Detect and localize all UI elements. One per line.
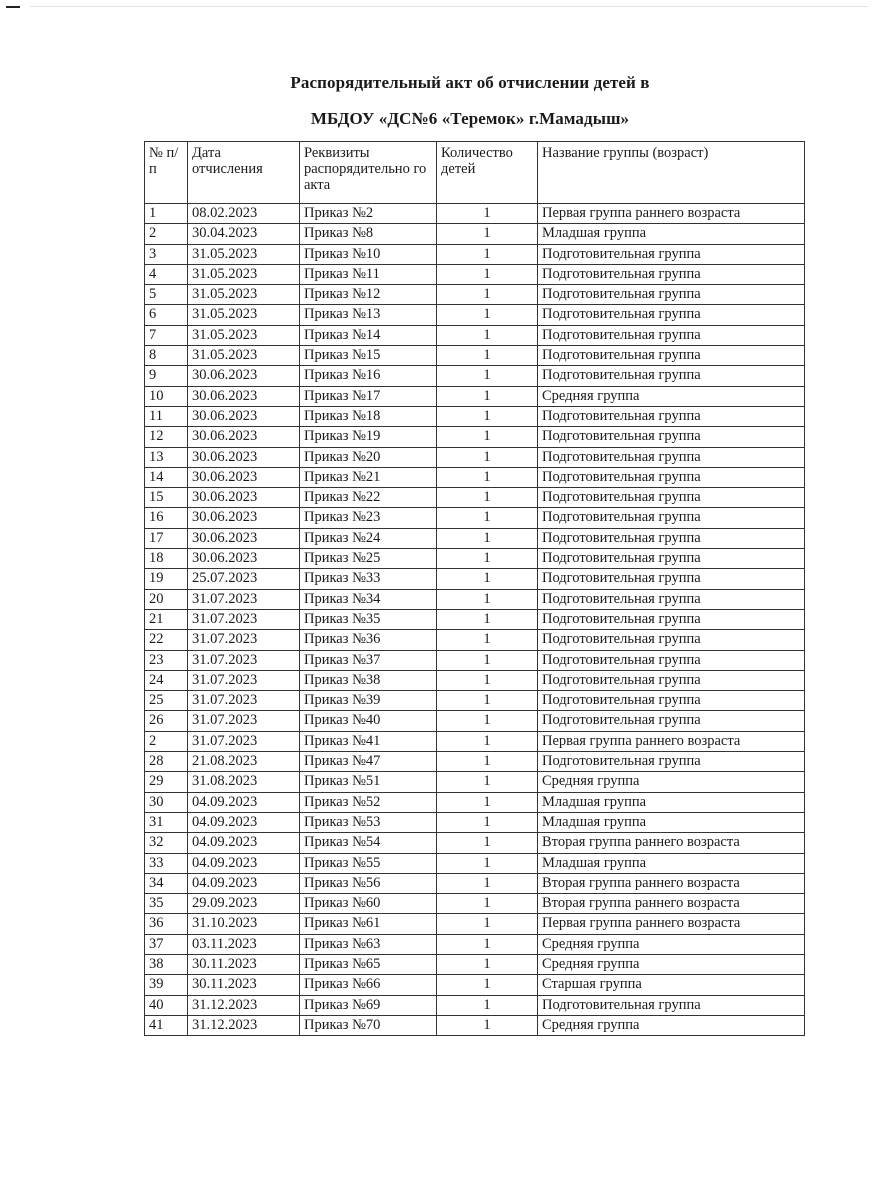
row-number: 4 <box>145 264 188 284</box>
row-date: 30.06.2023 <box>188 406 300 426</box>
row-children-count: 1 <box>437 467 538 487</box>
row-act-details: Приказ №61 <box>300 914 437 934</box>
table-row <box>145 934 805 954</box>
table-row <box>145 264 805 284</box>
row-group-name: Подготовительная группа <box>538 528 805 548</box>
row-date: 31.05.2023 <box>188 346 300 366</box>
row-children-count: 1 <box>437 711 538 731</box>
row-children-count: 1 <box>437 305 538 325</box>
row-date: 25.07.2023 <box>188 569 300 589</box>
row-act-details: Приказ №10 <box>300 244 437 264</box>
row-date: 04.09.2023 <box>188 873 300 893</box>
row-act-details: Приказ №12 <box>300 285 437 305</box>
row-act-details: Приказ №25 <box>300 549 437 569</box>
table-body <box>145 204 805 1036</box>
row-number: 23 <box>145 650 188 670</box>
table-row <box>145 467 805 487</box>
row-group-name: Средняя группа <box>538 772 805 792</box>
row-number: 6 <box>145 305 188 325</box>
table-row <box>145 305 805 325</box>
row-number: 28 <box>145 752 188 772</box>
row-act-details: Приказ №47 <box>300 752 437 772</box>
table-row <box>145 691 805 711</box>
row-number: 7 <box>145 325 188 345</box>
row-group-name: Подготовительная группа <box>538 630 805 650</box>
table-header-row <box>145 142 805 204</box>
row-children-count: 1 <box>437 549 538 569</box>
table-row <box>145 853 805 873</box>
row-date: 31.07.2023 <box>188 691 300 711</box>
table-row <box>145 244 805 264</box>
row-date: 31.10.2023 <box>188 914 300 934</box>
row-children-count: 1 <box>437 386 538 406</box>
row-act-details: Приказ №60 <box>300 894 437 914</box>
table-row <box>145 325 805 345</box>
row-children-count: 1 <box>437 406 538 426</box>
row-act-details: Приказ №18 <box>300 406 437 426</box>
row-date: 30.11.2023 <box>188 954 300 974</box>
row-children-count: 1 <box>437 995 538 1015</box>
row-act-details: Приказ №66 <box>300 975 437 995</box>
row-group-name: Средняя группа <box>538 386 805 406</box>
row-act-details: Приказ №21 <box>300 467 437 487</box>
row-act-details: Приказ №22 <box>300 488 437 508</box>
row-group-name: Подготовительная группа <box>538 467 805 487</box>
table-row <box>145 204 805 224</box>
row-group-name: Подготовительная группа <box>538 406 805 426</box>
row-act-details: Приказ №8 <box>300 224 437 244</box>
table-row <box>145 711 805 731</box>
row-number: 40 <box>145 995 188 1015</box>
table-row <box>145 447 805 467</box>
table-row <box>145 650 805 670</box>
row-number: 11 <box>145 406 188 426</box>
row-group-name: Подготовительная группа <box>538 366 805 386</box>
row-group-name: Подготовительная группа <box>538 691 805 711</box>
row-group-name: Подготовительная группа <box>538 711 805 731</box>
row-children-count: 1 <box>437 691 538 711</box>
table-row <box>145 528 805 548</box>
row-date: 30.06.2023 <box>188 386 300 406</box>
table-row <box>145 589 805 609</box>
row-group-name: Младшая группа <box>538 224 805 244</box>
row-number: 12 <box>145 427 188 447</box>
table-row <box>145 285 805 305</box>
row-number: 26 <box>145 711 188 731</box>
row-group-name: Подготовительная группа <box>538 488 805 508</box>
row-date: 31.07.2023 <box>188 650 300 670</box>
row-number: 10 <box>145 386 188 406</box>
row-date: 30.06.2023 <box>188 549 300 569</box>
row-children-count: 1 <box>437 630 538 650</box>
table-row <box>145 833 805 853</box>
expulsion-acts-table <box>144 141 805 1036</box>
row-act-details: Приказ №37 <box>300 650 437 670</box>
row-group-name: Подготовительная группа <box>538 569 805 589</box>
table-row <box>145 386 805 406</box>
row-children-count: 1 <box>437 285 538 305</box>
row-number: 36 <box>145 914 188 934</box>
row-act-details: Приказ №19 <box>300 427 437 447</box>
row-children-count: 1 <box>437 934 538 954</box>
row-children-count: 1 <box>437 792 538 812</box>
row-number: 14 <box>145 467 188 487</box>
row-children-count: 1 <box>437 650 538 670</box>
row-children-count: 1 <box>437 853 538 873</box>
table-row <box>145 224 805 244</box>
row-children-count: 1 <box>437 752 538 772</box>
row-act-details: Приказ №14 <box>300 325 437 345</box>
row-act-details: Приказ №23 <box>300 508 437 528</box>
row-act-details: Приказ №65 <box>300 954 437 974</box>
row-number: 17 <box>145 528 188 548</box>
row-number: 35 <box>145 894 188 914</box>
row-act-details: Приказ №52 <box>300 792 437 812</box>
row-group-name: Первая группа раннего возраста <box>538 731 805 751</box>
row-number: 24 <box>145 670 188 690</box>
row-date: 30.06.2023 <box>188 528 300 548</box>
row-date: 04.09.2023 <box>188 812 300 832</box>
row-act-details: Приказ №16 <box>300 366 437 386</box>
row-date: 30.06.2023 <box>188 508 300 528</box>
row-group-name: Средняя группа <box>538 1015 805 1035</box>
row-children-count: 1 <box>437 731 538 751</box>
row-act-details: Приказ №56 <box>300 873 437 893</box>
row-group-name: Первая группа раннего возраста <box>538 914 805 934</box>
row-children-count: 1 <box>437 1015 538 1035</box>
row-group-name: Подготовительная группа <box>538 549 805 569</box>
table-row <box>145 731 805 751</box>
row-children-count: 1 <box>437 772 538 792</box>
table-row <box>145 609 805 629</box>
row-number: 2 <box>145 224 188 244</box>
row-date: 31.05.2023 <box>188 264 300 284</box>
header-group-name: Название группы (возраст) <box>538 142 805 204</box>
row-date: 31.12.2023 <box>188 1015 300 1035</box>
row-number: 21 <box>145 609 188 629</box>
row-date: 31.07.2023 <box>188 711 300 731</box>
row-act-details: Приказ №41 <box>300 731 437 751</box>
row-children-count: 1 <box>437 670 538 690</box>
row-group-name: Вторая группа раннего возраста <box>538 833 805 853</box>
table-row <box>145 569 805 589</box>
row-act-details: Приказ №20 <box>300 447 437 467</box>
row-date: 30.04.2023 <box>188 224 300 244</box>
row-group-name: Подготовительная группа <box>538 609 805 629</box>
row-date: 30.06.2023 <box>188 427 300 447</box>
row-act-details: Приказ №13 <box>300 305 437 325</box>
row-date: 30.06.2023 <box>188 467 300 487</box>
row-date: 31.05.2023 <box>188 285 300 305</box>
row-number: 13 <box>145 447 188 467</box>
row-number: 31 <box>145 812 188 832</box>
row-act-details: Приказ №36 <box>300 630 437 650</box>
row-children-count: 1 <box>437 427 538 447</box>
row-date: 29.09.2023 <box>188 894 300 914</box>
row-act-details: Приказ №55 <box>300 853 437 873</box>
row-date: 30.06.2023 <box>188 447 300 467</box>
header-date: Дата отчисления <box>188 142 300 204</box>
row-group-name: Подготовительная группа <box>538 650 805 670</box>
row-children-count: 1 <box>437 914 538 934</box>
header-act-details: Реквизиты распорядительно го акта <box>300 142 437 204</box>
row-act-details: Приказ №70 <box>300 1015 437 1035</box>
row-group-name: Подготовительная группа <box>538 995 805 1015</box>
row-act-details: Приказ №35 <box>300 609 437 629</box>
row-group-name: Подготовительная группа <box>538 447 805 467</box>
row-number: 33 <box>145 853 188 873</box>
row-number: 1 <box>145 204 188 224</box>
row-date: 31.05.2023 <box>188 244 300 264</box>
table-row <box>145 995 805 1015</box>
row-group-name: Младшая группа <box>538 792 805 812</box>
table-row <box>145 488 805 508</box>
row-date: 04.09.2023 <box>188 833 300 853</box>
table-row <box>145 508 805 528</box>
row-group-name: Подготовительная группа <box>538 264 805 284</box>
row-date: 30.06.2023 <box>188 366 300 386</box>
table-row <box>145 427 805 447</box>
row-number: 18 <box>145 549 188 569</box>
table-row <box>145 954 805 974</box>
row-children-count: 1 <box>437 894 538 914</box>
row-number: 38 <box>145 954 188 974</box>
row-group-name: Подготовительная группа <box>538 285 805 305</box>
row-act-details: Приказ №40 <box>300 711 437 731</box>
row-children-count: 1 <box>437 447 538 467</box>
row-act-details: Приказ №17 <box>300 386 437 406</box>
header-number: № п/п <box>145 142 188 204</box>
row-date: 31.05.2023 <box>188 325 300 345</box>
row-number: 37 <box>145 934 188 954</box>
row-children-count: 1 <box>437 346 538 366</box>
scan-corner-mark <box>6 6 20 8</box>
row-children-count: 1 <box>437 488 538 508</box>
row-children-count: 1 <box>437 224 538 244</box>
row-children-count: 1 <box>437 975 538 995</box>
row-group-name: Средняя группа <box>538 954 805 974</box>
row-act-details: Приказ №39 <box>300 691 437 711</box>
row-number: 2 <box>145 731 188 751</box>
row-number: 15 <box>145 488 188 508</box>
table-row <box>145 366 805 386</box>
table-row <box>145 873 805 893</box>
row-act-details: Приказ №53 <box>300 812 437 832</box>
row-date: 31.12.2023 <box>188 995 300 1015</box>
row-children-count: 1 <box>437 366 538 386</box>
row-children-count: 1 <box>437 244 538 264</box>
row-group-name: Подготовительная группа <box>538 427 805 447</box>
row-date: 04.09.2023 <box>188 853 300 873</box>
table-row <box>145 346 805 366</box>
row-number: 5 <box>145 285 188 305</box>
row-children-count: 1 <box>437 833 538 853</box>
row-number: 25 <box>145 691 188 711</box>
row-date: 30.11.2023 <box>188 975 300 995</box>
row-group-name: Младшая группа <box>538 812 805 832</box>
row-group-name: Старшая группа <box>538 975 805 995</box>
row-act-details: Приказ №69 <box>300 995 437 1015</box>
row-act-details: Приказ №15 <box>300 346 437 366</box>
table-row <box>145 630 805 650</box>
row-group-name: Подготовительная группа <box>538 670 805 690</box>
row-act-details: Приказ №33 <box>300 569 437 589</box>
row-children-count: 1 <box>437 812 538 832</box>
row-number: 34 <box>145 873 188 893</box>
document-title-line-2: МБДОУ «ДС№6 «Теремок» г.Мамадыш» <box>310 109 630 128</box>
table-row <box>145 975 805 995</box>
row-number: 8 <box>145 346 188 366</box>
row-number: 3 <box>145 244 188 264</box>
row-number: 19 <box>145 569 188 589</box>
row-children-count: 1 <box>437 528 538 548</box>
row-children-count: 1 <box>437 508 538 528</box>
row-date: 31.07.2023 <box>188 670 300 690</box>
row-date: 31.05.2023 <box>188 305 300 325</box>
row-number: 32 <box>145 833 188 853</box>
row-date: 31.07.2023 <box>188 589 300 609</box>
row-number: 22 <box>145 630 188 650</box>
table-row <box>145 670 805 690</box>
table-row <box>145 772 805 792</box>
row-group-name: Средняя группа <box>538 934 805 954</box>
row-group-name: Подготовительная группа <box>538 752 805 772</box>
row-act-details: Приказ №11 <box>300 264 437 284</box>
row-date: 03.11.2023 <box>188 934 300 954</box>
table-row <box>145 812 805 832</box>
row-children-count: 1 <box>437 609 538 629</box>
row-date: 31.07.2023 <box>188 731 300 751</box>
row-number: 29 <box>145 772 188 792</box>
row-date: 31.07.2023 <box>188 630 300 650</box>
row-date: 08.02.2023 <box>188 204 300 224</box>
table-row <box>145 792 805 812</box>
row-date: 04.09.2023 <box>188 792 300 812</box>
row-group-name: Младшая группа <box>538 853 805 873</box>
row-children-count: 1 <box>437 873 538 893</box>
row-act-details: Приказ №51 <box>300 772 437 792</box>
row-group-name: Подготовительная группа <box>538 589 805 609</box>
row-number: 20 <box>145 589 188 609</box>
row-number: 39 <box>145 975 188 995</box>
table-row <box>145 549 805 569</box>
row-act-details: Приказ №24 <box>300 528 437 548</box>
row-number: 9 <box>145 366 188 386</box>
table-row <box>145 752 805 772</box>
row-act-details: Приказ №38 <box>300 670 437 690</box>
table-row <box>145 914 805 934</box>
row-group-name: Подготовительная группа <box>538 346 805 366</box>
row-number: 41 <box>145 1015 188 1035</box>
row-group-name: Подготовительная группа <box>538 305 805 325</box>
row-children-count: 1 <box>437 954 538 974</box>
row-act-details: Приказ №63 <box>300 934 437 954</box>
table-row <box>145 894 805 914</box>
row-children-count: 1 <box>437 325 538 345</box>
row-act-details: Приказ №54 <box>300 833 437 853</box>
row-number: 30 <box>145 792 188 812</box>
row-children-count: 1 <box>437 264 538 284</box>
header-children-count: Количество детей <box>437 142 538 204</box>
scan-edge-line <box>30 6 868 7</box>
row-group-name: Подготовительная группа <box>538 325 805 345</box>
row-children-count: 1 <box>437 589 538 609</box>
row-date: 31.08.2023 <box>188 772 300 792</box>
row-children-count: 1 <box>437 569 538 589</box>
row-date: 21.08.2023 <box>188 752 300 772</box>
row-group-name: Подготовительная группа <box>538 244 805 264</box>
document-title-line-1: Распорядительный акт об отчислении детей в <box>290 73 650 92</box>
row-date: 31.07.2023 <box>188 609 300 629</box>
row-act-details: Приказ №34 <box>300 589 437 609</box>
row-group-name: Подготовительная группа <box>538 508 805 528</box>
row-children-count: 1 <box>437 204 538 224</box>
table-row <box>145 1015 805 1035</box>
table-row <box>145 406 805 426</box>
row-number: 16 <box>145 508 188 528</box>
row-group-name: Вторая группа раннего возраста <box>538 894 805 914</box>
row-group-name: Вторая группа раннего возраста <box>538 873 805 893</box>
row-act-details: Приказ №2 <box>300 204 437 224</box>
row-date: 30.06.2023 <box>188 488 300 508</box>
row-group-name: Первая группа раннего возраста <box>538 204 805 224</box>
